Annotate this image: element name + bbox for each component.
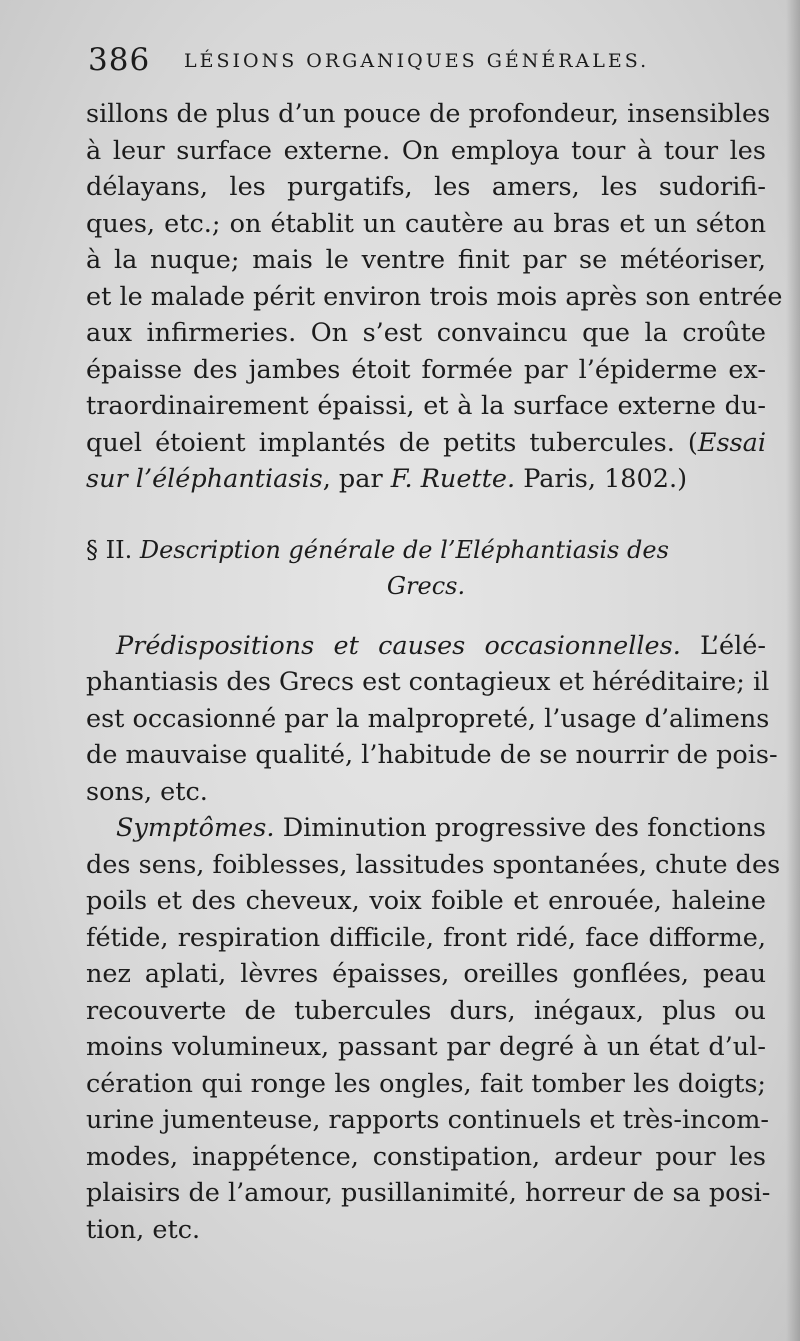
page-number: 386: [88, 42, 151, 78]
text-line: sillons de plus d’un pouce de profondeur, insensibles: [86, 99, 771, 129]
text-line: cération qui ronge les ongles, fait tomber les doigts;: [86, 1068, 766, 1099]
text-line: [86, 461, 766, 498]
text-line: des sens, foiblesses, lassitudes spontanées, chute des: [86, 849, 781, 880]
citation-title: sur l’éléphantiasis: [86, 464, 323, 494]
text-line: urine jumenteuse, rapports continuels et très-incom-: [86, 1105, 770, 1135]
text-run: Diminution progressive des fonctions: [274, 813, 766, 843]
page-header: [88, 42, 763, 92]
text-line: recouverte de tubercules durs, inégaux, plus ou: [86, 995, 766, 1026]
section-title-line: [86, 532, 766, 568]
text-line: délayans, les purgatifs, les amers, les sudorifi-: [86, 172, 766, 202]
text-line: [86, 628, 766, 665]
text-line: modes, inappétence, constipation, ardeur pour les: [86, 1141, 766, 1172]
text-run: L’élé-: [680, 630, 766, 661]
text-line: épaisse des jambes étoit formée par l’épiderme ex-: [86, 354, 766, 385]
subsection-heading: Prédispositions et causes occasionnelles.: [116, 630, 681, 661]
text-line: moins volumineux, passant par degré à un état d’ul-: [86, 1032, 766, 1062]
text-line: poils et des cheveux, voix foible et enrouée, haleine: [86, 886, 766, 916]
text-line: sons, etc.: [86, 776, 208, 807]
text-line: [86, 425, 766, 462]
text-line: et le malade périt environ trois mois après son entrée: [86, 281, 783, 312]
section-title-continued: Grecs.: [386, 571, 466, 600]
section-title: Description générale de l’Eléphantiasis des: [139, 535, 669, 564]
text-line: à la nuque; mais le ventre finit par se météoriser,: [86, 245, 766, 275]
section-title-line: [86, 568, 766, 604]
section-number: § II.: [86, 535, 133, 564]
text-line: [86, 810, 766, 847]
text-line: aux infirmeries. On s’est convaincu que la croûte: [86, 318, 766, 348]
text-line: phantiasis des Grecs est contagieux et héréditaire; il: [86, 667, 770, 697]
text-line: traordinairement épaissi, et à la surface externe du-: [86, 391, 766, 421]
citation-title: Essai: [697, 427, 766, 458]
paragraph-case-report: [86, 96, 783, 498]
text-run: , par: [322, 464, 391, 494]
body-text: [86, 96, 783, 1248]
text-line: tion, etc.: [86, 1214, 201, 1245]
paragraph-predispositions: [86, 628, 778, 811]
subsection-heading: Symptômes.: [116, 813, 275, 843]
citation-author: F. Ruette.: [390, 464, 516, 494]
section-heading: [86, 532, 766, 604]
running-head: LÉSIONS ORGANIQUES GÉNÉRALES.: [184, 50, 650, 72]
text-line: ques, etc.; on établit un cautère au bras et un séton: [86, 208, 766, 239]
text-run: quel étoient implantés de petits tubercules. (: [86, 427, 698, 458]
text-line: plaisirs de l’amour, pusillanimité, horreur de sa posi-: [86, 1178, 771, 1208]
text-line: fétide, respiration difficile, front ridé, face difforme,: [86, 922, 766, 953]
text-line: de mauvaise qualité, l’habitude de se nourrir de pois-: [86, 740, 778, 770]
text-line: à leur surface externe. On employa tour à tour les: [86, 135, 766, 166]
text-line: nez aplati, lèvres épaisses, oreilles gonflées, peau: [86, 959, 766, 989]
text-line: est occasionné par la malpropreté, l’usage d’alimens: [86, 703, 770, 734]
paragraph-symptoms: [86, 810, 781, 1248]
citation-place-date: Paris, 1802.): [515, 464, 688, 494]
